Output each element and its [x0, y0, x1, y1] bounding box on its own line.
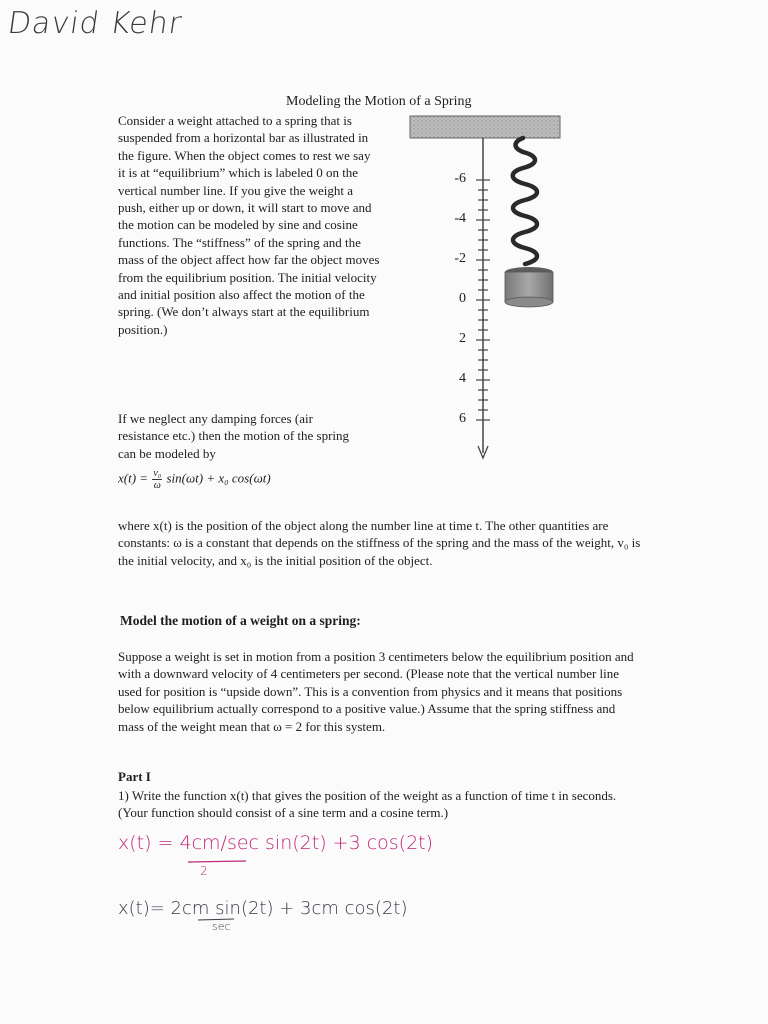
formula-lhs: x(t) = [118, 470, 149, 486]
weight-bottom [505, 297, 553, 307]
student-name: David Kehr [5, 6, 185, 41]
handwritten-answer-1: x(t) = 4cm/sec sin(2t) +3 cos(2t) [118, 832, 434, 854]
spring-coil [513, 138, 537, 264]
where-paragraph: where x(t) is the position of the object along the number line at time t. The other quantities are constants: ω is a constant that depends on the stiffness of the spring and the mass of the weight, v₀ is the initial velocity, and x₀ is the initial position of the object. [118, 518, 641, 568]
document-title: Modeling the Motion of a Spring [286, 94, 472, 109]
spring-figure [405, 108, 565, 468]
ceiling-bar [410, 116, 560, 138]
tick-label-2: 2 [459, 331, 466, 346]
section-heading: Model the motion of a weight on a spring: [120, 613, 361, 628]
tick-label-neg2: -2 [454, 251, 466, 266]
formula-rhs: sin(ωt) + x₀ cos(ωt) [166, 470, 271, 486]
tick-label-4: 4 [459, 371, 466, 386]
handwritten-answer-1-denominator: 2 [200, 864, 208, 878]
motion-formula [118, 468, 271, 491]
formula-numerator: v₀ [153, 468, 162, 479]
tick-label-0: 0 [459, 291, 466, 306]
damping-paragraph: If we neglect any damping forces (air resistance etc.) then the motion of the spring can be modeled by [118, 411, 350, 461]
handwritten-answer-2-denominator: sec [212, 920, 231, 933]
tick-label-neg4: -4 [454, 211, 466, 226]
tick-label-6: 6 [459, 411, 466, 426]
part-heading: Part I [118, 769, 151, 784]
question-text: 1) Write the function x(t) that gives the position of the weight as a function of time t in seconds. (Your function should consist of a sine term and a cosine term.) [118, 788, 617, 821]
problem-paragraph: Suppose a weight is set in motion from a position 3 centimeters below the equilibrium position and with a downward velocity of 4 centimeters per second. (Please note that the vertical number line used for position is “upside down”. This is a convention from physics and it means that positions below equilibrium actually correspond to a positive value.) Assume that the spring stiffness and mass of the weight mean that ω = 2 for this system. [118, 649, 634, 734]
handwritten-answer-2: x(t)= 2cm sin(2t) + 3cm cos(2t) [118, 898, 408, 919]
answer1-fraction-line [188, 860, 248, 864]
intro-paragraph: Consider a weight attached to a spring that is suspended from a horizontal bar as illustrated in the figure. When the object comes to rest we say it is at “equilibrium” which is labeled 0 on the vertical number line. If you give the weight a push, either up or down, it will start to move and the motion can be modeled by sine and cosine functions. The “stiffness” of the spring and the mass of the object affect how far the object moves from the equilibrium position. The initial velocity and initial position also affect the motion of the spring. (We don’t always start at the equilibrium position.) [118, 113, 380, 337]
formula-fraction [152, 468, 162, 491]
tick-label-neg6: -6 [454, 171, 466, 186]
formula-denominator: ω [153, 480, 161, 491]
